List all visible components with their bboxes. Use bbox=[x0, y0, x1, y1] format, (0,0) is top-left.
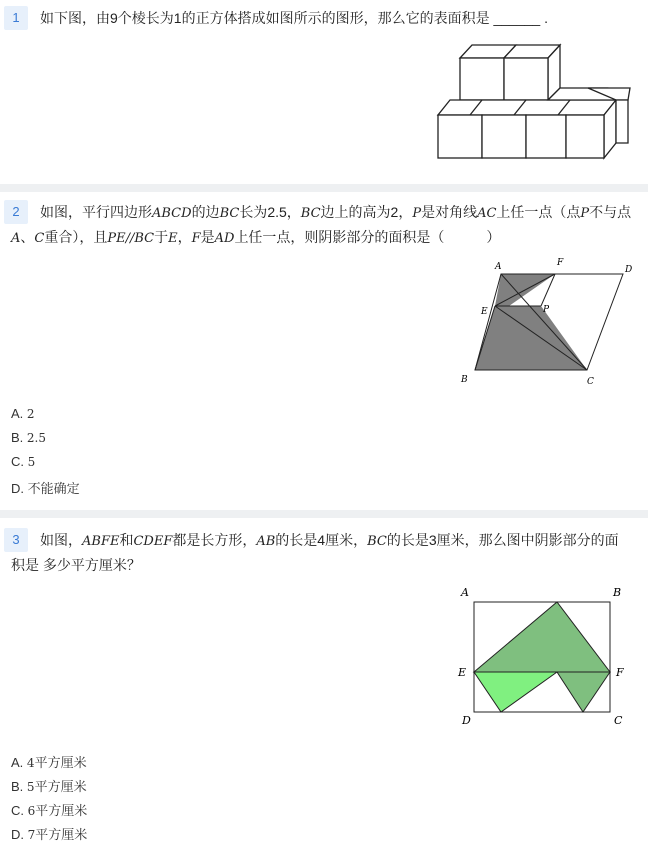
rectangle-figure bbox=[452, 584, 632, 730]
label-D: D bbox=[625, 265, 633, 275]
label-B: B bbox=[461, 375, 468, 385]
question-2 bbox=[0, 192, 648, 510]
question-3 bbox=[0, 518, 648, 846]
question-stem-line-2: A、C重合），且PE//BC于E，F是AD上任一点，则阴影部分的面积是（ ） bbox=[11, 229, 501, 246]
label-A: A bbox=[461, 586, 469, 599]
cube-stack-figure bbox=[430, 40, 635, 164]
question-number: 1 bbox=[4, 6, 28, 30]
option-d[interactable]: D. 7平方厘米 bbox=[11, 827, 88, 842]
question-stem: 如图，平行四边形ABCD的边BC长为2.5，BC边上的高为2，P是对角线AC上任一点（点P不与点 bbox=[40, 204, 632, 221]
label-B: B bbox=[613, 586, 622, 599]
question-number: 3 bbox=[4, 528, 28, 552]
label-F: F bbox=[616, 666, 624, 679]
separator bbox=[0, 510, 648, 518]
option-c[interactable]: C. 5 bbox=[11, 454, 36, 469]
question-stem-line-2: 积是 多少平方厘米？ bbox=[11, 557, 141, 573]
parallelogram-figure bbox=[455, 256, 640, 388]
separator bbox=[0, 184, 648, 192]
question-stem: 如图，ABFE和CDEF都是长方形，AB的长是4厘米，BC的长是3厘米，那么图中阴影部分的面 bbox=[40, 532, 619, 549]
label-E: E bbox=[481, 307, 488, 317]
option-a[interactable]: A. 2 bbox=[11, 406, 35, 421]
option-b[interactable]: B. 2.5 bbox=[11, 430, 47, 445]
label-P: P bbox=[543, 305, 550, 315]
label-C: C bbox=[614, 714, 623, 727]
question-number: 2 bbox=[4, 200, 28, 224]
option-b[interactable]: B. 5平方厘米 bbox=[11, 779, 87, 794]
option-d[interactable]: D. 不能确定 bbox=[11, 481, 80, 496]
question-1 bbox=[0, 0, 648, 184]
label-A: A bbox=[495, 262, 502, 272]
label-E: E bbox=[458, 666, 467, 679]
option-c[interactable]: C. 6平方厘米 bbox=[11, 803, 88, 818]
label-C: C bbox=[587, 377, 594, 387]
label-F: F bbox=[557, 258, 564, 268]
option-a[interactable]: A. 4平方厘米 bbox=[11, 755, 87, 770]
question-stem: 如下图，由9个棱长为1的正方体搭成如图所示的图形，那么它的表面积是 ______ . bbox=[40, 10, 548, 26]
label-D: D bbox=[462, 714, 471, 727]
